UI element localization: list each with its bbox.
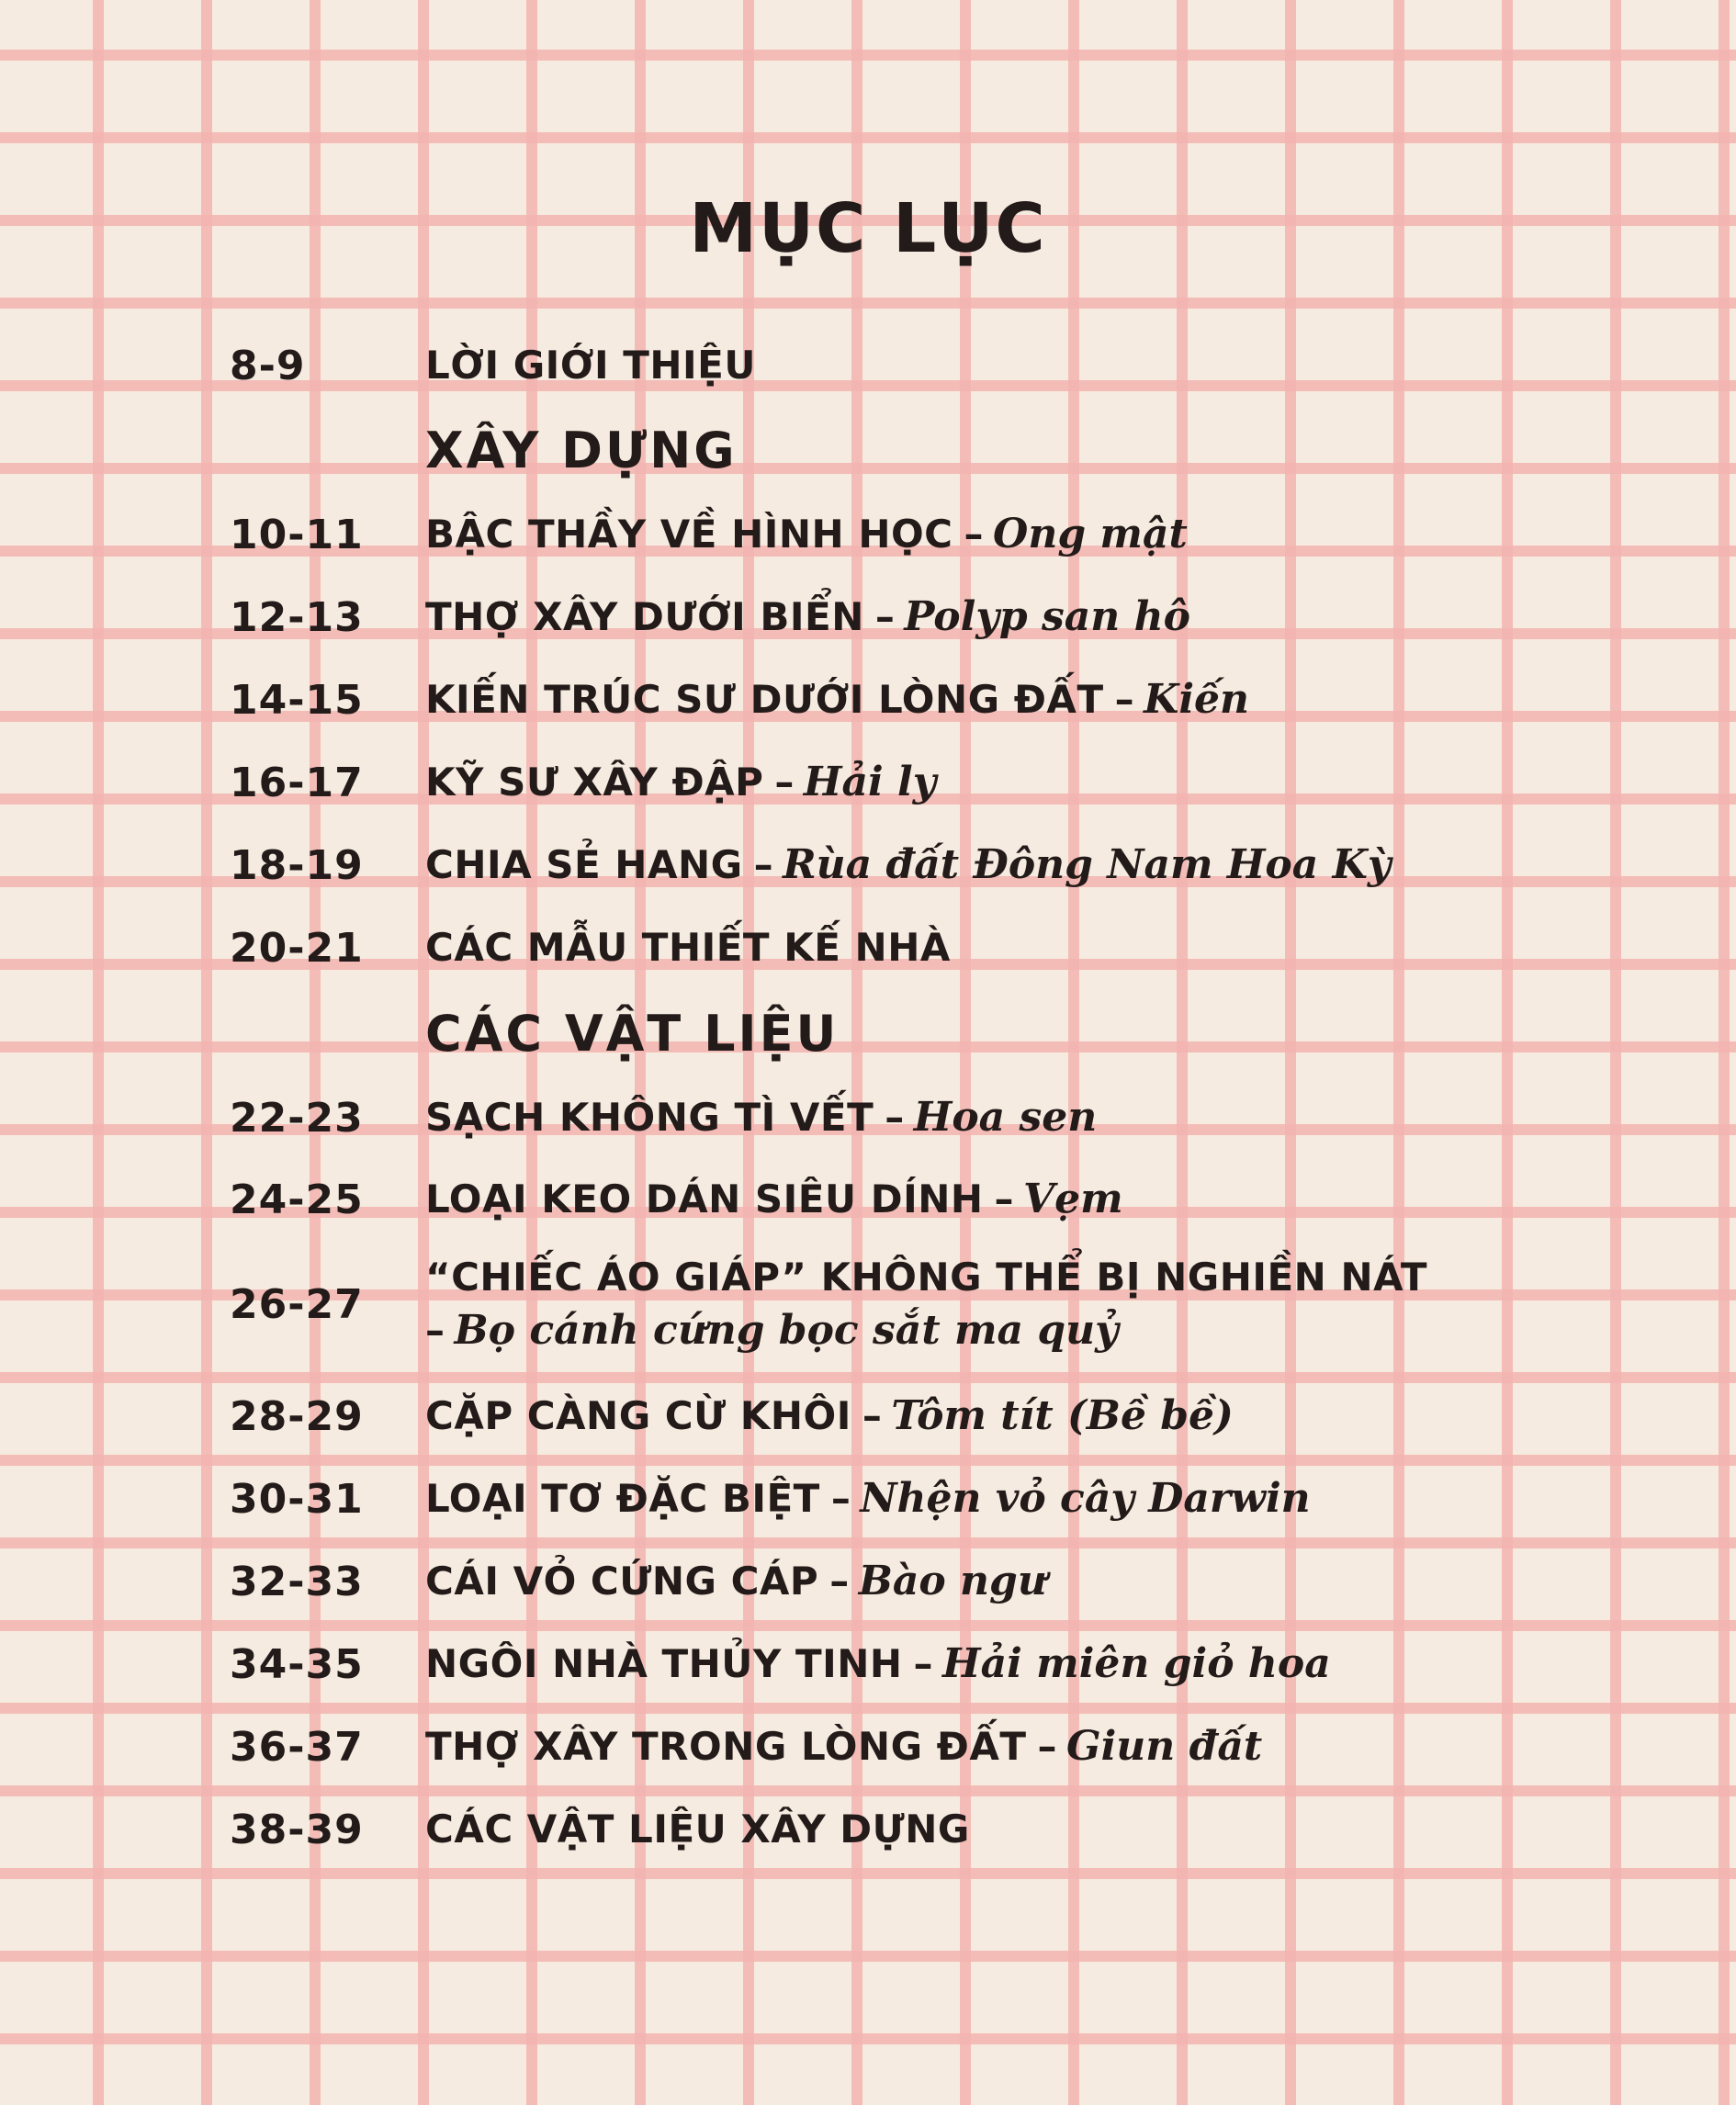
toc-entry-dash: –: [885, 1095, 905, 1140]
toc-entry-title: [425, 1472, 1516, 1525]
toc-entry-intro: [230, 339, 1516, 392]
toc-entry-text: CÁI VỎ CỨNG CÁP: [425, 1559, 819, 1604]
toc-entry-title: [425, 673, 1516, 726]
toc-entry-dash: –: [964, 512, 984, 557]
toc-entry: [230, 839, 1516, 892]
toc-entry-dash: –: [1037, 1724, 1058, 1769]
toc-entry: [230, 591, 1516, 644]
toc-page-range: 38-39: [230, 1806, 364, 1853]
toc-entry-text: KỸ SƯ XÂY ĐẬP: [425, 760, 764, 805]
toc-entry-text: “CHIẾC ÁO GIÁP” KHÔNG THỂ BỊ NGHIỀN NÁT: [425, 1255, 1427, 1300]
toc-entry-animal: Bào ngư: [858, 1558, 1047, 1604]
section-heading-xay-dung: XÂY DỰNG: [425, 422, 738, 479]
toc-page-range: 34-35: [230, 1640, 364, 1688]
toc-page-range: 14-15: [230, 676, 364, 724]
toc-entry-text: LỜI GIỚI THIỆU: [425, 343, 756, 388]
toc-entry-title: [425, 1720, 1516, 1773]
toc-entry-animal: Vẹm: [1023, 1176, 1123, 1222]
toc-page-range: 12-13: [230, 593, 364, 641]
toc-entry-text: CÁC VẬT LIỆU XÂY DỰNG: [425, 1807, 970, 1852]
toc-entry-dash: –: [774, 760, 795, 805]
toc-entry: [230, 673, 1516, 726]
toc-entry-animal: Rùa đất Đông Nam Hoa Kỳ: [783, 841, 1392, 888]
toc-entry-text: NGÔI NHÀ THỦY TINH: [425, 1641, 903, 1686]
toc-entry-title: [425, 591, 1516, 644]
toc-entry-animal: Hoa sen: [913, 1094, 1098, 1141]
toc-entry-text: CÁC MẪU THIẾT KẾ NHÀ: [425, 925, 951, 970]
toc-entry-title: [425, 1390, 1516, 1443]
toc-entry-dash: –: [425, 1308, 445, 1353]
toc-entry-title: [425, 339, 1516, 392]
toc-page-range: 28-29: [230, 1392, 364, 1440]
toc-entry: [230, 921, 1516, 974]
toc-entry-title: [425, 1173, 1516, 1226]
toc-entry-title: [425, 1638, 1516, 1691]
toc-entry-text: CẶP CÀNG CỪ KHÔI: [425, 1393, 851, 1438]
toc-entry-dash: –: [1114, 677, 1135, 722]
toc-entry-text: BẬC THẦY VỀ HÌNH HỌC: [425, 512, 953, 557]
toc-entry-dash: –: [913, 1641, 934, 1686]
toc-page-range: 16-17: [230, 759, 364, 806]
toc-entry: [230, 1390, 1516, 1443]
toc-entry: [230, 1173, 1516, 1226]
toc-entry-text: THỢ XÂY TRONG LÒNG ĐẤT: [425, 1724, 1027, 1769]
toc-entry-animal: Hải ly: [803, 759, 937, 805]
toc-entry-animal: Kiến: [1144, 676, 1250, 723]
toc-entry-dash: –: [874, 594, 896, 639]
toc-entry: [230, 1803, 1516, 1856]
section-heading-cac-vat-lieu: CÁC VẬT LIỆU: [425, 1005, 840, 1063]
toc-page-range: 24-25: [230, 1176, 364, 1223]
toc-entry-animal: Bọ cánh cứng bọc sắt ma quỷ: [454, 1307, 1119, 1354]
toc-entry-text: SẠCH KHÔNG TÌ VẾT: [425, 1095, 874, 1140]
toc-entry: [230, 508, 1516, 561]
toc-entry: [230, 1091, 1516, 1144]
toc-page-range: 10-11: [230, 511, 364, 558]
toc-entry-dash: –: [829, 1559, 850, 1604]
page-title: MỤC LỤC: [689, 189, 1047, 268]
toc-entry-dash: –: [753, 842, 774, 887]
toc-entry-dash: –: [862, 1393, 883, 1438]
toc-entry-title: [425, 1555, 1516, 1608]
toc-entry-title: [425, 756, 1516, 809]
toc-entry-title: [425, 1803, 1516, 1856]
toc-page-range: 20-21: [230, 924, 364, 972]
toc-page-range: 30-31: [230, 1475, 364, 1523]
toc-entry: [230, 1720, 1516, 1773]
toc-entry-animal: Hải miên giỏ hoa: [942, 1640, 1331, 1687]
toc-page-range: 36-37: [230, 1723, 364, 1771]
toc-entry-animal: Nhện vỏ cây Darwin: [860, 1475, 1311, 1522]
toc-page-range: 18-19: [230, 841, 364, 889]
toc-entry-title: [425, 1091, 1516, 1144]
toc-entry-text: KIẾN TRÚC SƯ DƯỚI LÒNG ĐẤT: [425, 677, 1104, 722]
toc-entry-animal: Giun đất: [1066, 1723, 1263, 1770]
toc-entry: [230, 1638, 1516, 1691]
toc-entry-title: [425, 508, 1516, 561]
toc-entry-dash: –: [830, 1476, 851, 1521]
toc-page-range: 32-33: [230, 1558, 364, 1605]
toc-entry: [230, 1251, 1516, 1357]
toc-entry-title: [425, 1251, 1516, 1357]
toc-entry-title: [425, 921, 1516, 974]
toc-page-range: 8-9: [230, 342, 306, 389]
toc-entry-animal: Tôm tít (Bề bề): [891, 1392, 1234, 1439]
toc-entry: [230, 1472, 1516, 1525]
toc-entry-animal: Ong mật: [993, 511, 1188, 557]
toc-entry-title: [425, 839, 1516, 892]
toc-entry: [230, 1555, 1516, 1608]
toc-entry-text: LOẠI TƠ ĐẶC BIỆT: [425, 1476, 820, 1521]
toc-entry: [230, 756, 1516, 809]
toc-entry-second-line: [425, 1304, 1516, 1357]
toc-entry-text: CHIA SẺ HANG: [425, 842, 743, 887]
toc-entry-text: THỢ XÂY DƯỚI BIỂN: [425, 594, 864, 639]
toc-page-range: 22-23: [230, 1094, 364, 1142]
toc-entry-animal: Polyp san hô: [904, 593, 1190, 640]
toc-page-range: 26-27: [230, 1280, 364, 1328]
toc-entry-dash: –: [994, 1176, 1015, 1221]
toc-entry-text: LOẠI KEO DÁN SIÊU DÍNH: [425, 1176, 984, 1221]
